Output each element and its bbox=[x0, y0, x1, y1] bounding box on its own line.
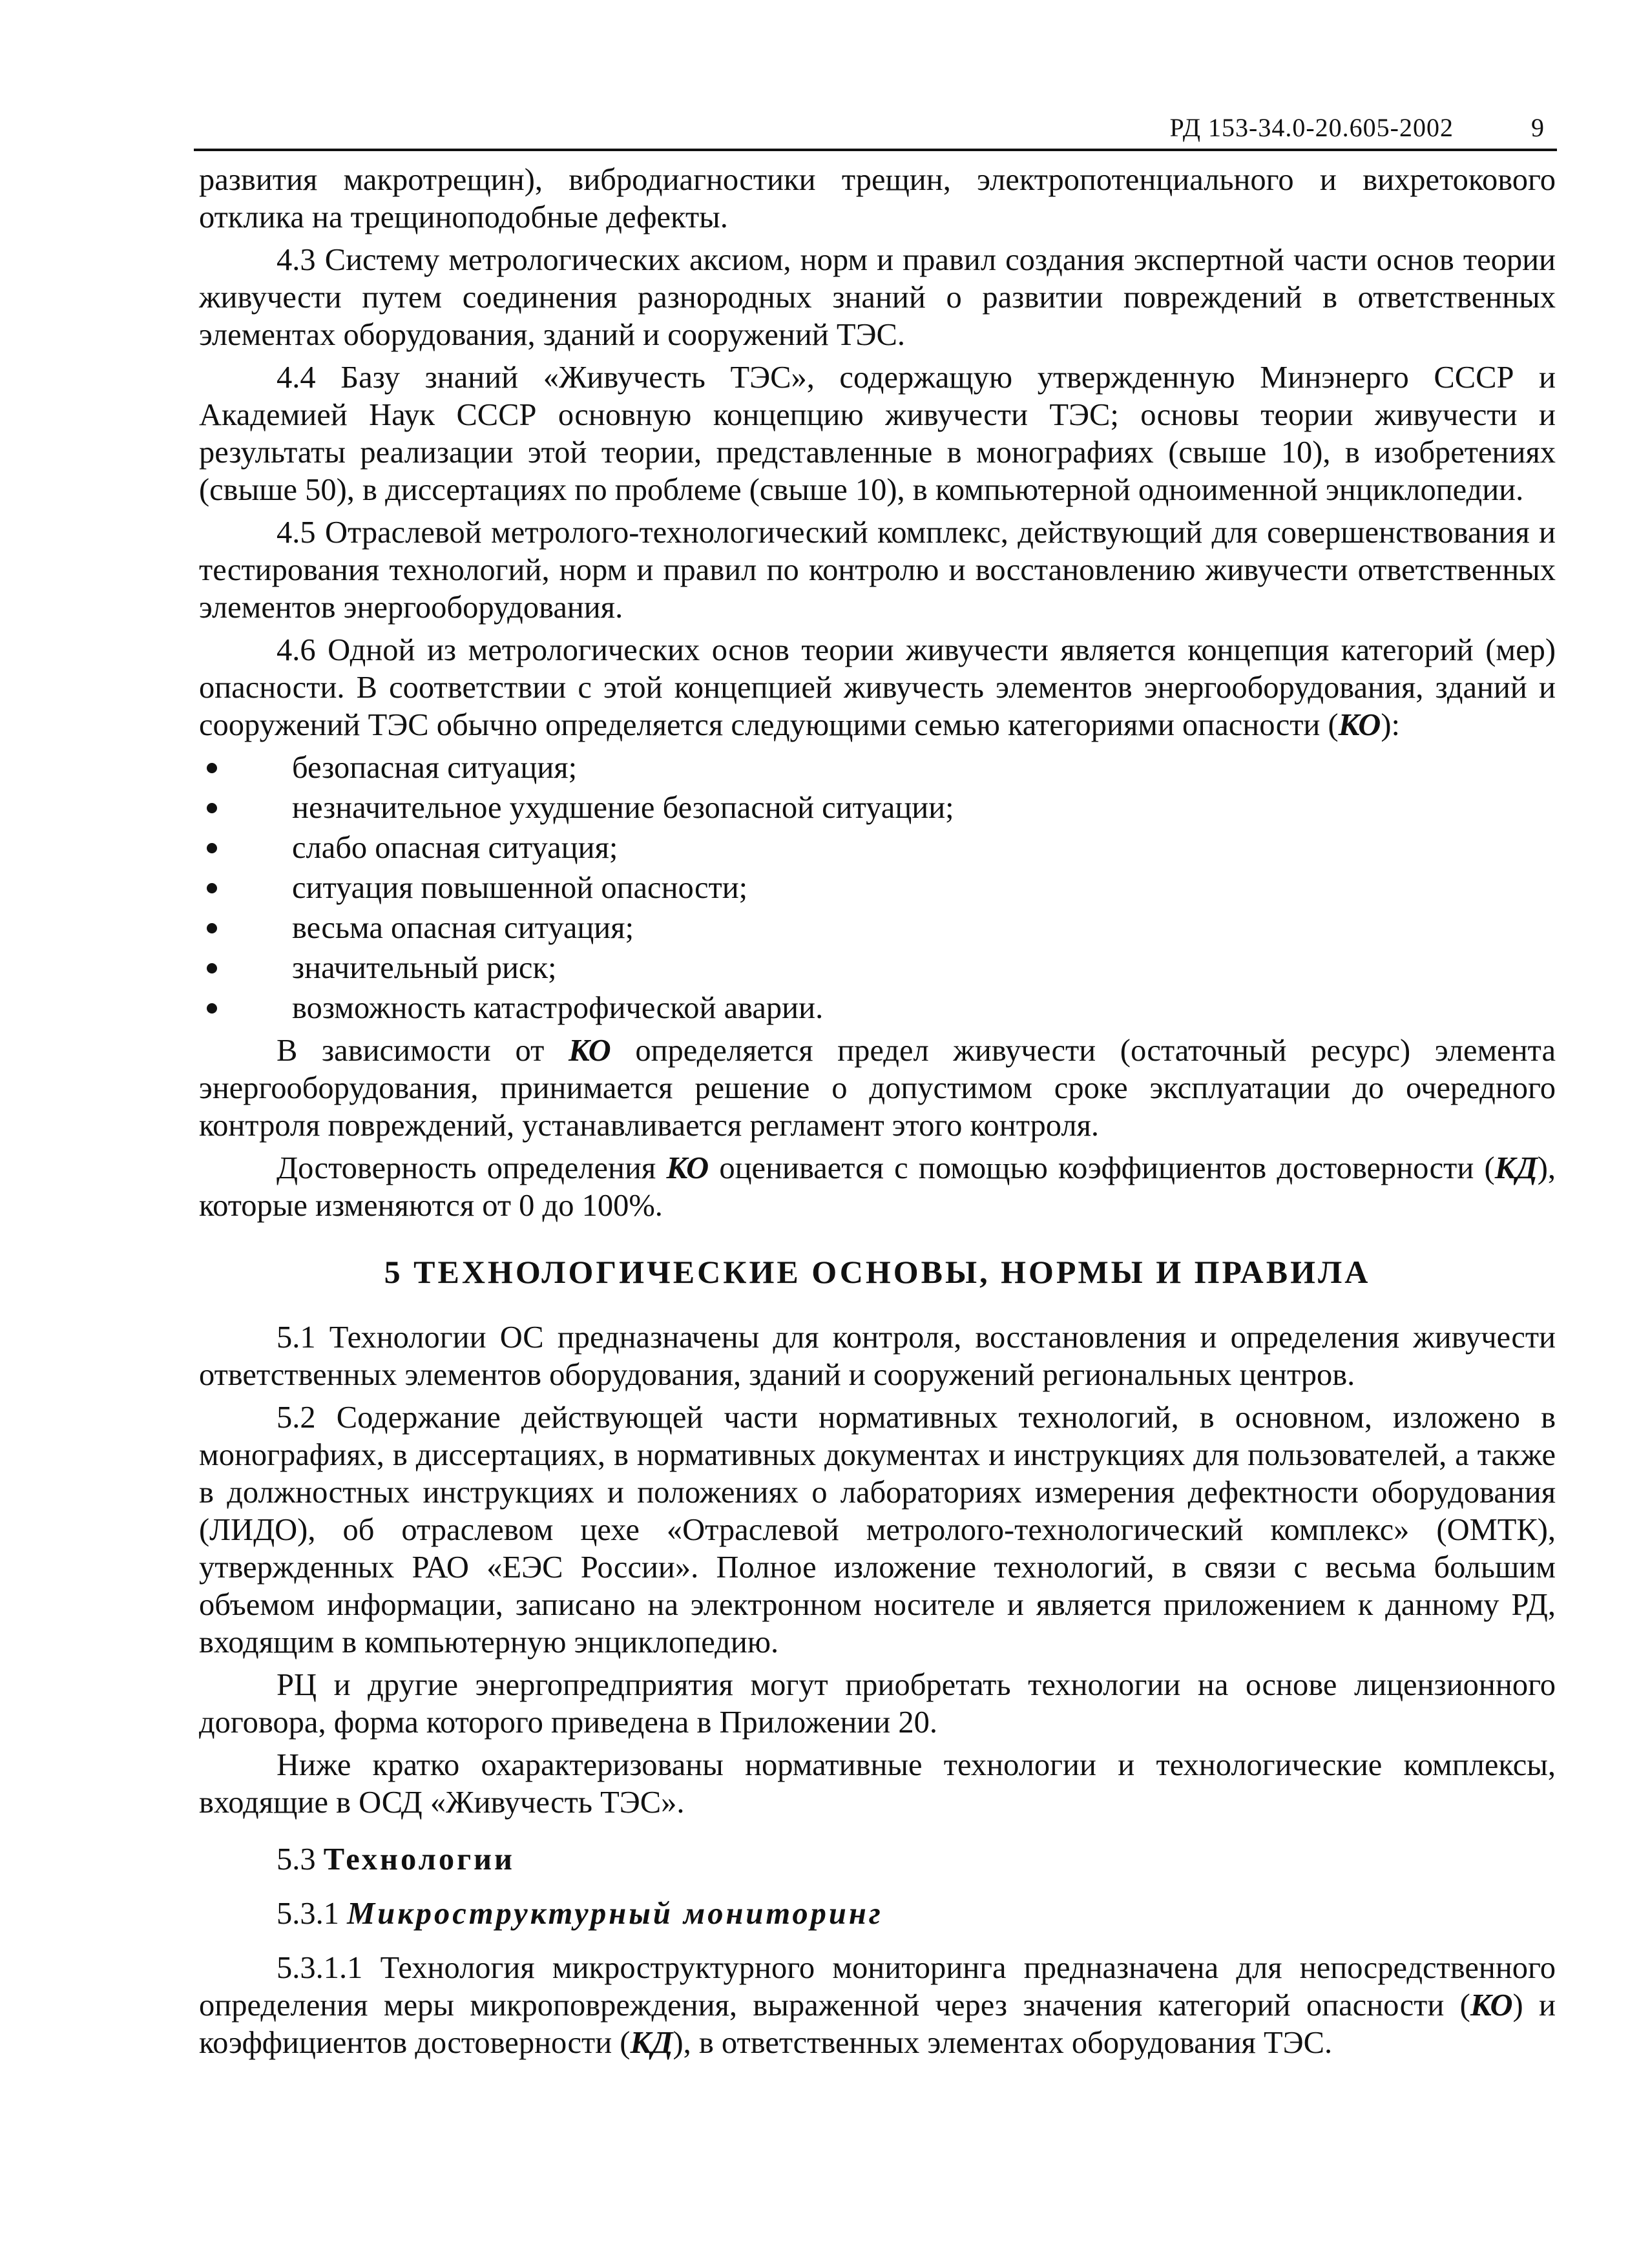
subsection-5-3-title: Технологии bbox=[323, 1842, 515, 1877]
paragraph-4-6-tail: ): bbox=[1381, 708, 1400, 742]
bullet-icon bbox=[207, 1003, 217, 1014]
paragraph-continuation: развития макротрещин), вибродиагностики трещин, электропотенциального и вихретокового отклика на трещиноподобные дефекты. bbox=[199, 163, 1556, 234]
list-item-text: значительный риск; bbox=[292, 951, 557, 985]
page-number: 9 bbox=[1531, 113, 1544, 142]
paragraph-5-3-1-1-tail: ), в ответственных элементах оборудования ТЭС. bbox=[673, 2026, 1333, 2060]
list-item-text: возможность катастрофической аварии. bbox=[292, 991, 824, 1025]
list-item bbox=[199, 749, 1556, 787]
subsection-5-3-1-title: Микроструктурный мониторинг bbox=[347, 1897, 883, 1931]
paragraph-5-3-1-1-mid: ) и коэффициентов достоверности ( bbox=[199, 1988, 1556, 2060]
subsection-5-3-heading bbox=[277, 1841, 1556, 1878]
list-item-text: слабо опасная ситуация; bbox=[292, 831, 618, 865]
subsection-5-3-1-heading bbox=[277, 1895, 1556, 1933]
bullet-icon bbox=[207, 963, 217, 973]
list-item bbox=[199, 990, 1556, 1027]
list-item-text: весьма опасная ситуация; bbox=[292, 911, 634, 945]
list-item bbox=[199, 789, 1556, 827]
paragraph-4-4: 4.4 Базу знаний «Живучесть ТЭС», содержащую утвержденную Минэнерго СССР и Академией Наук СССР основную концепцию живучести ТЭС; основы теории живучести и результаты реализации этой теории, представленные в монографиях (свыше 10), в изобретениях (свыше 50), в диссертациях по проблеме (свыше 10), в компьютерной одноименной энциклопедии. bbox=[199, 360, 1556, 507]
list-item-text: незначительное ухудшение безопасной ситуации; bbox=[292, 791, 954, 825]
bullet-icon bbox=[207, 923, 217, 933]
paragraph-5-3-1-1 bbox=[199, 1950, 1556, 2062]
list-item-text: ситуация повышенной опасности; bbox=[292, 871, 748, 905]
paragraph-reliability-text: Достоверность определения bbox=[277, 1151, 667, 1185]
paragraph-limit-tail: определяется предел живучести (остаточный ресурс) элемента энергооборудования, принимается решение о допустимом сроке эксплуатации до очередного контроля повреждений, устанавливается регламент этого контроля. bbox=[199, 1034, 1556, 1143]
paragraph-licensing: РЦ и другие энергопредприятия могут приобретать технологии на основе лицензионного договора, форма которого приведена в Приложении 20. bbox=[199, 1668, 1556, 1740]
list-item bbox=[199, 910, 1556, 947]
ko-abbreviation: КО bbox=[1470, 1988, 1513, 2023]
paragraph-limit-text: В зависимости от bbox=[277, 1034, 569, 1068]
kd-abbreviation: КД bbox=[630, 2026, 673, 2060]
list-item bbox=[199, 869, 1556, 907]
paragraph-4-5: 4.5 Отраслевой метролого-технологический комплекс, действующий для совершенствования и тестирования технологий, норм и правил по контролю и восстановлению живучести ответственных элементов энергооборудования. bbox=[199, 515, 1556, 625]
paragraph-overview: Ниже кратко охарактеризованы нормативные технологии и технологические комплексы, входящие в ОСД «Живучесть ТЭС». bbox=[199, 1748, 1556, 1820]
section-5-heading: 5 ТЕХНОЛОГИЧЕСКИЕ ОСНОВЫ, НОРМЫ И ПРАВИЛА bbox=[384, 1254, 1371, 1290]
subsection-5-3-number: 5.3 bbox=[277, 1842, 324, 1877]
paragraph-4-3: 4.3 Систему метрологических аксиом, норм и правил создания экспертной части основ теории живучести путем соединения разнородных знаний о развитии повреждений в ответственных элементах оборудования, зданий и сооружений ТЭС. bbox=[199, 243, 1556, 352]
paragraph-reliability-mid: оценивается с помощью коэффициентов достоверности ( bbox=[709, 1151, 1495, 1185]
ko-abbreviation: КО bbox=[569, 1034, 611, 1068]
paragraph-reliability-tail: ), которые изменяются от 0 до 100%. bbox=[199, 1151, 1556, 1223]
paragraph-5-2: 5.2 Содержание действующей части нормативных технологий, в основном, изложено в монографиях, в диссертациях, в нормативных документах и инструкциях для пользователей, а также в должностных инструкциях и положениях о лабораториях измерения дефектности оборудования (ЛИДО), об отраслевом цехе «Отраслевой метролого-технологический комплекс» (ОМТК), утвержденных РАО «ЕЭС России». Полное изложение технологий, в связи с весьма большим объемом информации, записано на электронном носителе и является приложением к данному РД, входящим в компьютерную энциклопедию. bbox=[199, 1400, 1556, 1659]
hazard-category-list bbox=[199, 749, 1556, 1027]
bullet-icon bbox=[207, 763, 217, 773]
subsection-5-3-1-number: 5.3.1 bbox=[277, 1897, 348, 1931]
ko-abbreviation: КО bbox=[666, 1151, 709, 1185]
paragraph-4-6-text: 4.6 Одной из метрологических основ теории живучести является концепция категорий (мер) опасности. В соответствии с этой концепцией живучесть элементов энергооборудования, зданий и сооружений ТЭС обычно определяется следующими семью категориями опасности ( bbox=[199, 633, 1556, 742]
bullet-icon bbox=[207, 843, 217, 853]
paragraph-reliability bbox=[199, 1150, 1556, 1225]
paragraph-limit bbox=[199, 1032, 1556, 1145]
bullet-icon bbox=[207, 883, 217, 893]
list-item-text: безопасная ситуация; bbox=[292, 751, 578, 785]
document-body bbox=[199, 163, 1556, 2067]
list-item bbox=[199, 829, 1556, 867]
page-header bbox=[194, 103, 1557, 151]
paragraph-5-3-1-1-text: 5.3.1.1 Технология микроструктурного мониторинга предназначена для непосредственного определения меры микроповреждения, выраженной через значения категорий опасности ( bbox=[199, 1951, 1556, 2023]
paragraph-5-1: 5.1 Технологии ОС предназначены для контроля, восстановления и определения живучести ответственных элементов оборудования, зданий и сооружений региональных центров. bbox=[199, 1320, 1556, 1392]
bullet-icon bbox=[207, 803, 217, 813]
kd-abbreviation: КД bbox=[1494, 1151, 1538, 1185]
document-code: РД 153-34.0-20.605-2002 bbox=[1169, 113, 1454, 142]
ko-abbreviation: КО bbox=[1338, 708, 1381, 742]
list-item bbox=[199, 950, 1556, 987]
paragraph-4-6 bbox=[199, 632, 1556, 744]
